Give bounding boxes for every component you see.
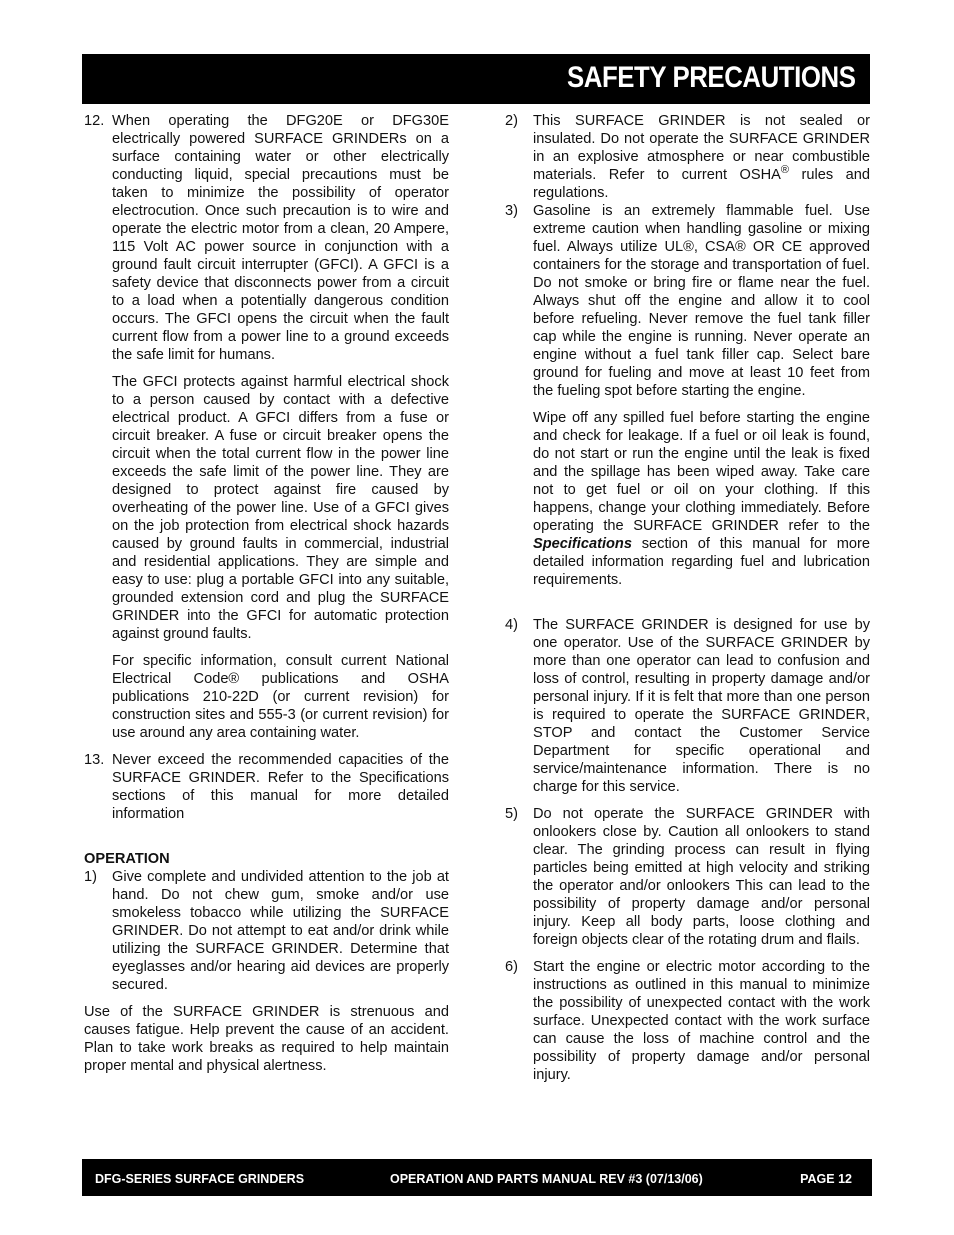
item-number: 3) [505,203,518,219]
paragraph: Gasoline is an extremely flammable fuel. Use extreme caution when handling gasoline or mixing fuel. Always utilize UL®, CSA® OR CE approved containers for the storage and transportation of fuel. Do not smoke or bring fire or flame near the fuel. Always shut off the engine and allow it to cool before refueling. Never remove the fuel tank filler cap while the engine is running. Never operate an engine without a fuel tank filler cap. Select bare ground for fueling and move at least 10 feet from the fueling spot before starting the engine. [533,203,870,399]
header-bar [82,54,870,104]
list-item-12 [84,112,449,742]
item-number: 5) [505,806,518,822]
right-column [505,112,870,1084]
paragraph: The GFCI protects against harmful electrical shock to a person caused by contact with a defective electrical product. A GFCI differs from a fuse or circuit breaker. A fuse or circuit breaker opens the circuit when the total current flow in the power line exceeds the safe limit of the power line. They are designed to protect against fire caused by overheating of the power line. Use of a GFCI gives on the job protection from electrical shock hazards caused by ground faults in commercial, industrial and residential applications. They are simple and easy to use: plug a portable GFCI into any suitable, grounded extension cord and plug the SURFACE GRINDER into the GFCI for automatic protection against ground faults. [112,374,449,642]
item-number: 13. [84,752,105,768]
list-item-3 [505,202,870,589]
paragraph: For specific information, consult current National Electrical Code® publications and OSHA publications 210-22D (or current revision) for construction sites and 555-3 (or current revision) for use around any area containing water. [112,653,449,741]
paragraph-closing: Use of the SURFACE GRINDER is strenuous and causes fatigue. Help prevent the cause of an accident. Plan to take work breaks as required to help maintain proper mental and physical alertness. [84,1004,449,1074]
text-run: This SURFACE GRINDER is not sealed or insulated. Do not operate the SURFACE GRINDER in an explosive atmosphere or near combustible materials. Refer to current OSHA [533,113,870,183]
text-run: Wipe off any spilled fuel before starting the engine and check for leakage. If a fuel or oil leak is found, do not start or run the engine until the leak is fixed and the spillage has been wiped away. Take care not to get fuel or oil on your clothing. If this happens, change your clothing immediately. Before operating the SURFACE GRINDER refer to the [533,410,870,534]
item-number: 4) [505,617,518,633]
paragraph: Never exceed the recommended capacities of the SURFACE GRINDER. Refer to the Specifications sections of this manual for more detailed information [112,752,449,822]
paragraph: Start the engine or electric motor according to the instructions as outlined in this manual to minimize the possibility of unexpected contact with the work surface. Unexpected contact with the work surface can cause the loss of machine control and the possibility of property damage and/or personal injury. [533,959,870,1083]
item-number: 1) [84,869,97,885]
left-column [84,112,449,1075]
specifications-emphasis: Specifications [533,536,632,552]
paragraph: When operating the DFG20E or DFG30E electrically powered SURFACE GRINDERs on a surface containing water or other electrically conducting liquid, special precautions must be taken to minimize the possibility of operator electrocution. Once such precaution is to wire and operate the electric motor from a clean, 20 Ampere, 115 Volt AC power source in conjunction with a ground fault circuit interrupter (GFCI). A GFCI is a safety device that disconnects power from a circuit to a load when a potentially dangerous condition occurs. The GFCI opens the circuit when the fault current flow from a power line to a ground exceeds the safe limit for humans. [112,113,449,363]
list-item-13 [84,751,449,823]
item-number: 6) [505,959,518,975]
footer-bar [82,1159,872,1196]
footer-page-number: PAGE 12 [800,1172,852,1186]
paragraph: Give complete and undivided attention to the job at hand. Do not chew gum, smoke and/or use smokeless tobacco while utilizing the SURFACE GRINDER. Do not attempt to eat and/or drink while utilizing the SURFACE GRINDER. Determine that eyeglasses and/or hearing aid devices are properly secured. [112,869,449,993]
item-number: 12. [84,113,105,129]
section-heading-operation: OPERATION [84,851,170,867]
list-item-6 [505,958,870,1084]
list-item-4 [505,616,870,796]
paragraph: Do not operate the SURFACE GRINDER with onlookers close by. Caution all onlookers to stand clear. The grinding process can result in flying particles being emitted at high velocity and striking the operator and/or onlookers This can lead to the possibility of property damage and/or personal injury. Keep all body parts, loose clothing and foreign objects clear of the rotating drum and flails. [533,806,870,948]
text-run: section of this manual for more detailed information regarding fuel and lubrication requirements. [533,536,870,588]
list-item-5 [505,805,870,949]
item-number: 2) [505,113,518,129]
registered-mark: ® [780,164,790,176]
page-title: SAFETY PRECAUTIONS [566,61,855,94]
paragraph [533,409,870,589]
footer-manual-revision: OPERATION AND PARTS MANUAL REV #3 (07/13/06) [390,1172,703,1186]
paragraph [533,112,870,202]
text-run: rules and regulations. [533,167,870,201]
list-item-1 [84,868,449,994]
paragraph: The SURFACE GRINDER is designed for use by one operator. Use of the SURFACE GRINDER by more than one operator can lead to confusion and loss of control, resulting in property damage and/or personal injury. If it is felt that more than one person is required to operate the SURFACE GRINDER, STOP and contact the Customer Service Department for specific operational and service/maintenance information. There is no charge for this service. [533,617,870,795]
footer-manual-series: DFG-SERIES SURFACE GRINDERS [95,1172,305,1186]
list-item-2 [505,112,870,202]
